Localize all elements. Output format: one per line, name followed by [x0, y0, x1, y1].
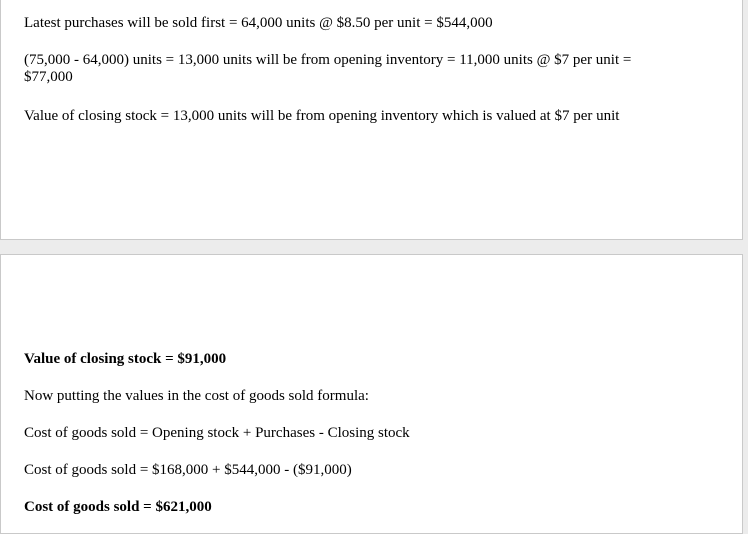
purchases-sold-first-text: Latest purchases will be sold first = 64,000 units @ $8.50 per unit = $544,000 [24, 15, 493, 31]
cogs-result-heading: Cost of goods sold = $621,000 [24, 499, 212, 515]
formula-intro-text: Now putting the values in the cost of goods sold formula: [24, 388, 369, 404]
closing-stock-value-heading: Value of closing stock = $91,000 [24, 351, 227, 367]
closing-stock-valuation-text: Value of closing stock = 13,000 units will be from opening inventory which is valued at $7 per unit [24, 108, 620, 124]
cogs-formula-text: Cost of goods sold = Opening stock + Purchases - Closing stock [24, 425, 410, 441]
opening-inventory-units-text: (75,000 - 64,000) units = 13,000 units will be from opening inventory = 11,000 units @ $7 per unit = $77,000 [24, 52, 632, 85]
cogs-substitution-text: Cost of goods sold = $168,000 + $544,000 - ($91,000) [24, 462, 352, 478]
